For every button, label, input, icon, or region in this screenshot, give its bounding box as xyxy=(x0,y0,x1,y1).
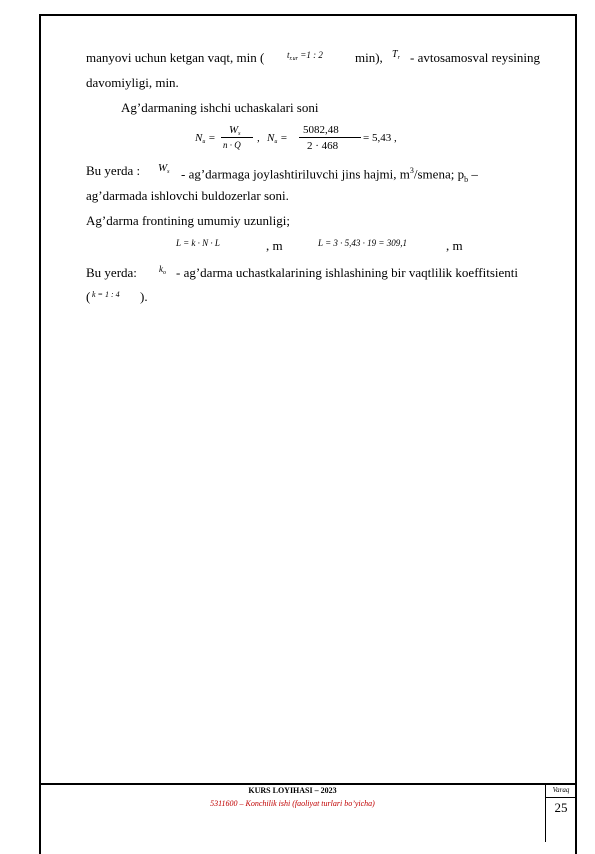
footer-page-box-line xyxy=(546,797,576,798)
text-line-1a: manyovi uchun ketgan vaqt, min ( xyxy=(86,50,265,65)
formula-k-range: k = 1 : 4 xyxy=(92,290,120,299)
footer-page-label: Varaq xyxy=(552,786,570,794)
text-buyerda-2b: - ag’darma uchastkalarining ishlashining bir vaqtlilik koeffitsienti xyxy=(176,265,519,280)
formula-front-value: L = 3 · 5,43 · 19 = 309,1 xyxy=(318,238,407,248)
formula-t-range: $t_{r.ur} =1$ : 2 xyxy=(287,50,323,62)
formula-k: $k_o$ xyxy=(159,264,166,276)
formula-t-reys: $T_r$ xyxy=(392,49,400,61)
text-bulldozer: ag’darmada ishlovchi buldozerlar soni. xyxy=(86,188,289,203)
text-line-1b: min), xyxy=(355,50,383,65)
section-heading: Ag’darmaning ishchi uchaskalari soni xyxy=(121,100,319,115)
text-paren-close: ). xyxy=(140,289,148,304)
footer-subtitle: 5311600 – Konchilik ishi (faoliyat turlari bo’yicha) xyxy=(210,799,375,808)
text-line-1c: - avtosamosval reysining xyxy=(410,50,540,65)
formula-ws: $W_s$ xyxy=(158,162,170,175)
text-buyerda-2: Bu yerda: xyxy=(86,265,137,280)
unit-m-1: , m xyxy=(266,238,283,253)
formula-front-general: L = k · N · L xyxy=(176,238,220,248)
text-paren-open: ( xyxy=(86,289,91,304)
footer-divider xyxy=(40,783,576,785)
text-front-heading: Ag’darma frontining umumiy uzunligi; xyxy=(86,213,290,228)
text-line-2: davomiyligi, min. xyxy=(86,75,179,90)
footer-page-number: 25 xyxy=(554,800,568,815)
footer-title: KURS LOYIHASI – 2023 xyxy=(248,786,337,795)
text-buyerda-1b: - ag’darmaga joylashtiriluvchi jins hajmi, $m^3$/smena; $p_b$ – xyxy=(181,166,478,184)
text-buyerda-1: Bu yerda : xyxy=(86,163,141,178)
unit-m-2: , m xyxy=(446,238,463,253)
